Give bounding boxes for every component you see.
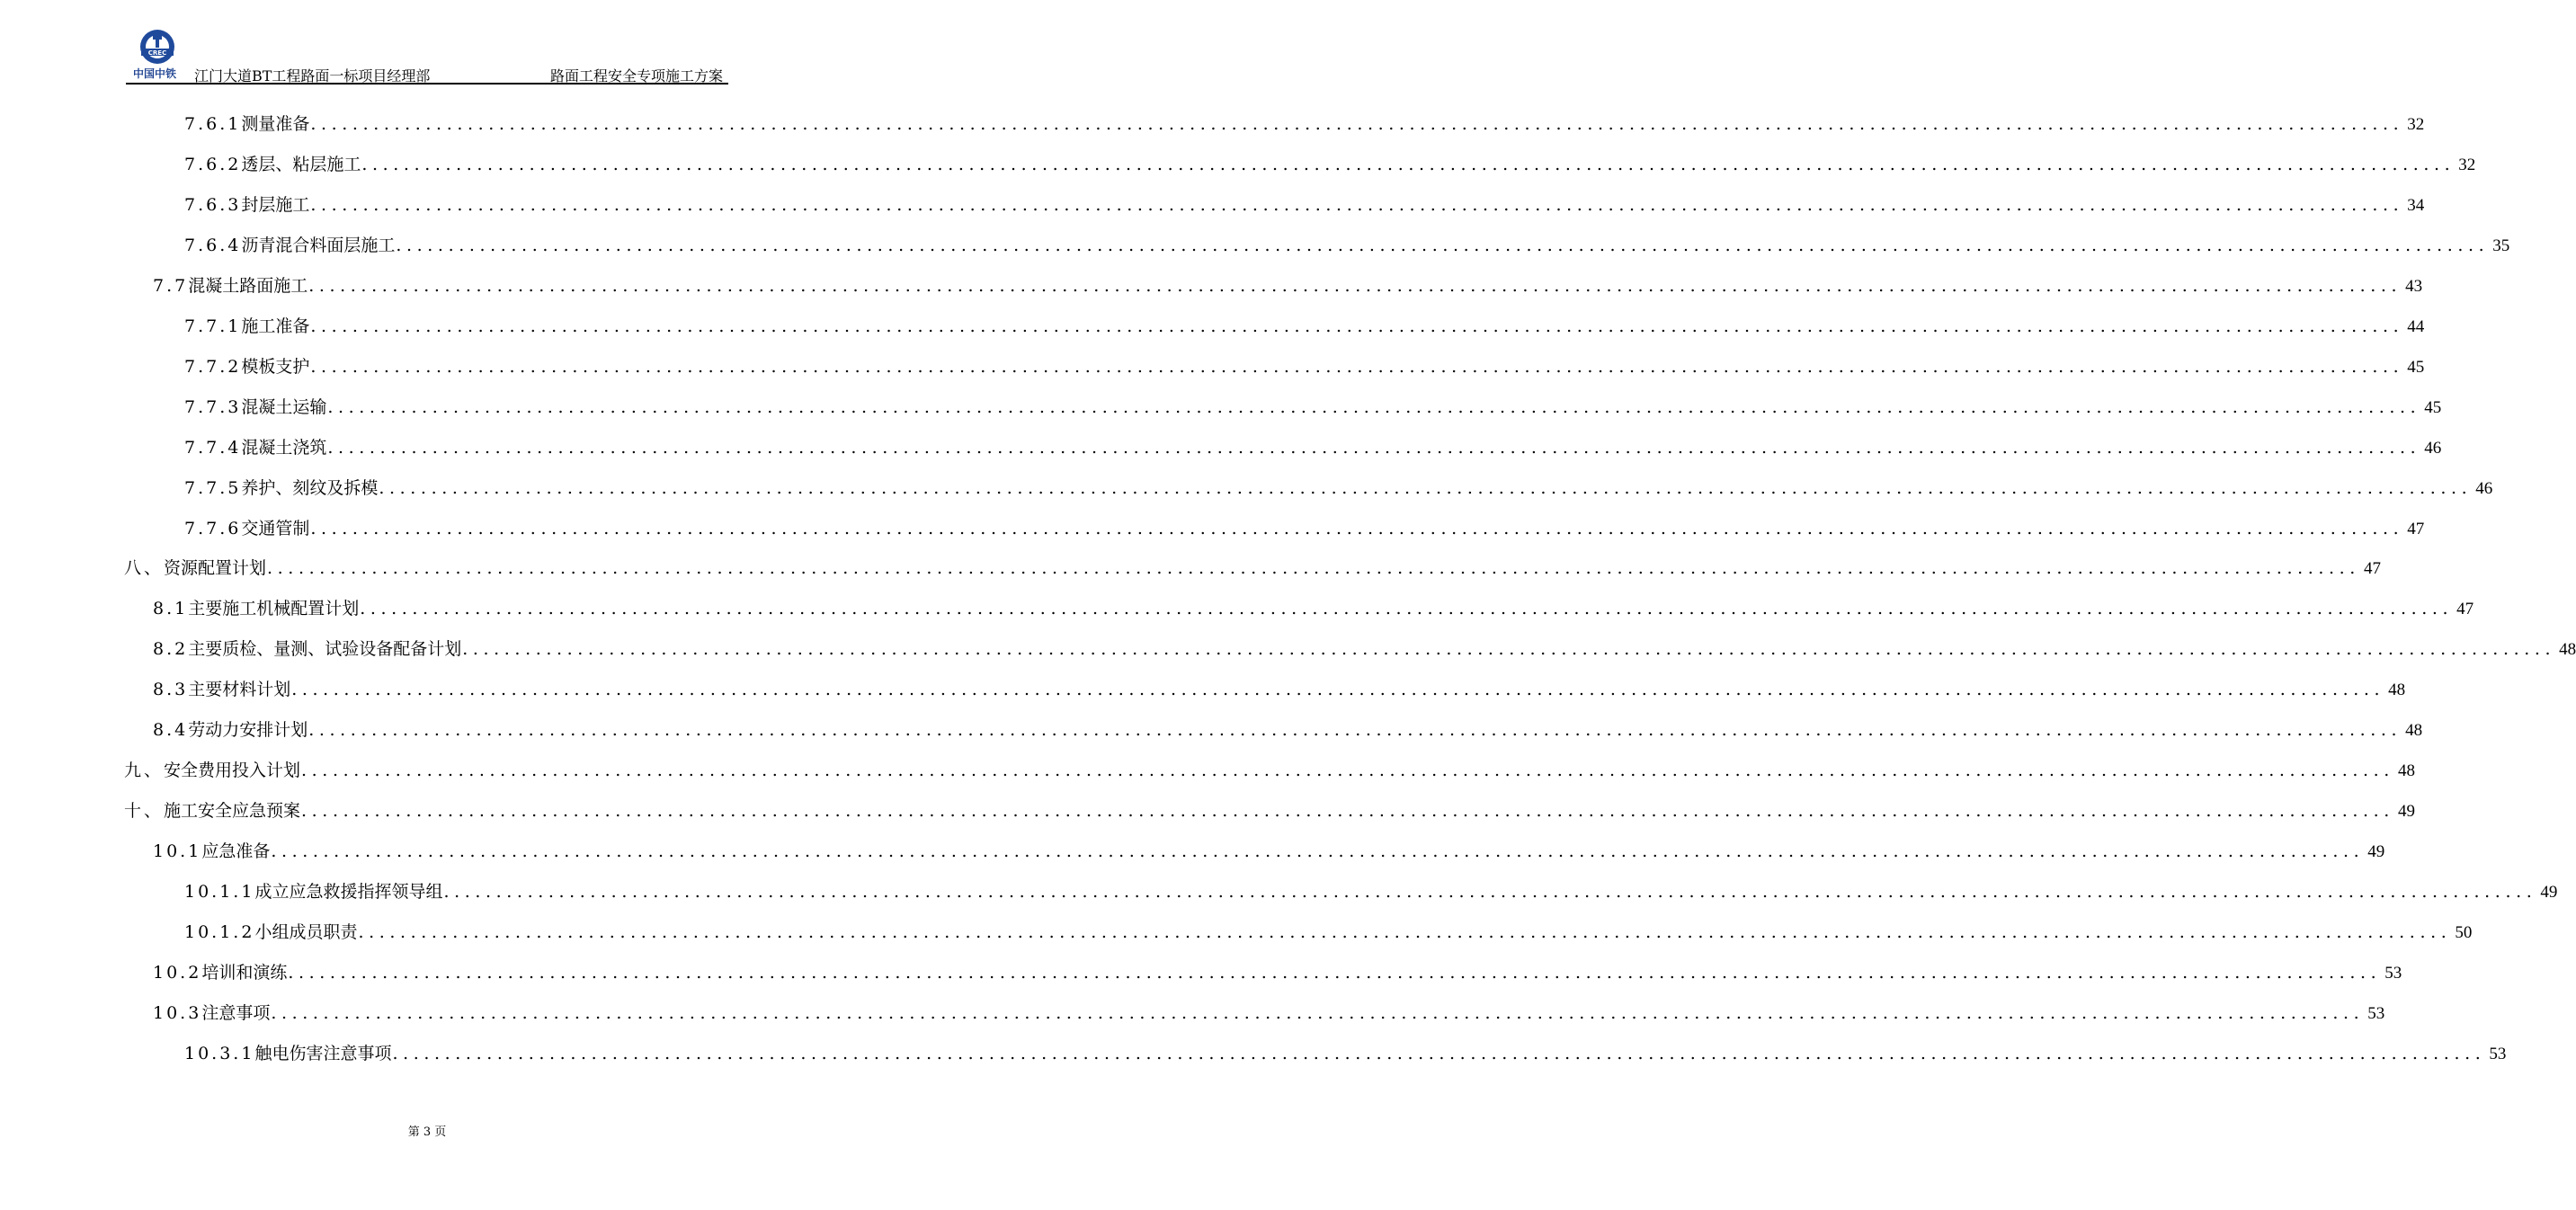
toc-dot-leader: ........................................................................................................................................................................................................ [267,558,2360,578]
toc-entry-title: 施工准备 [241,316,310,336]
toc-dot-leader: ........................................................................................................................................................................................................ [310,519,2404,538]
toc-entry[interactable] [124,796,2415,825]
header-document-title: 路面工程安全专项施工方案 [549,67,723,85]
toc-entry-page-number: 48 [2559,640,2576,659]
toc-entry-number: 8.2 [153,639,189,659]
toc-dot-leader: ........................................................................................................................................................................................................ [327,438,2421,458]
toc-entry-page-number: 47 [2456,600,2474,618]
toc-entry-title: 劳动力安排计划 [188,720,308,740]
toc-entry-title: 小组成员职责 [254,922,358,942]
toc-dot-leader: ........................................................................................................................................................................................................ [308,276,2402,296]
toc-dot-leader: ........................................................................................................................................................................................................ [308,720,2402,740]
toc-entry-number: 10.3 [153,1003,202,1023]
toc-entry-number: 九、 [124,761,165,780]
toc-dot-leader: ........................................................................................................................................................................................................ [396,236,2490,255]
toc-dot-leader: ........................................................................................................................................................................................................ [310,195,2404,215]
toc-entry-page-number: 48 [2388,681,2406,699]
toc-entry-page-number: 53 [2367,1004,2385,1023]
toc-entry-page-number: 48 [2397,761,2415,780]
toc-entry-number: 8.4 [153,720,189,740]
header-project-name: 江门大道BT工程路面一标项目经理部 [194,67,431,85]
toc-entry-number: 10.1.2 [184,922,255,942]
toc-entry-page-number: 46 [2475,479,2493,498]
toc-dot-leader: ........................................................................................................................................................................................................ [310,316,2404,336]
toc-entry[interactable] [184,110,2425,138]
toc-entry[interactable] [184,231,2510,260]
toc-entry-title: 触电伤害注意事项 [254,1044,392,1063]
toc-entry-page-number: 49 [2540,883,2558,902]
toc-entry-title: 主要施工机械配置计划 [188,599,360,618]
toc-dot-leader: ........................................................................................................................................................................................................ [288,963,2382,983]
toc-entry-title: 混凝土运输 [241,397,327,417]
toc-entry-title: 主要质检、量测、试验设备配备计划 [188,639,462,659]
toc-entry-number: 7.7 [153,276,189,296]
toc-entry[interactable] [184,352,2425,381]
toc-entry-page-number: 48 [2405,721,2423,740]
toc-dot-leader: ........................................................................................................................................................................................................ [358,922,2452,942]
toc-entry[interactable] [153,675,2406,704]
logo-text: 中国中铁 [133,67,177,80]
toc-entry[interactable] [184,433,2442,462]
toc-entry-number: 8.1 [153,599,189,618]
toc-entry-page-number: 35 [2492,236,2510,255]
toc-entry[interactable] [184,191,2425,219]
toc-dot-leader: ........................................................................................................................................................................................................ [271,841,2365,861]
toc-dot-leader: ........................................................................................................................................................................................................ [310,114,2404,134]
toc-entry-page-number: 47 [2363,559,2381,578]
toc-entry-title: 施工安全应急预案 [164,801,301,821]
page-header [124,25,728,85]
toc-dot-leader: ........................................................................................................................................................................................................ [310,357,2404,377]
toc-entry[interactable] [153,635,2576,663]
toc-entry-page-number: 45 [2407,358,2425,377]
toc-entry-title: 安全费用投入计划 [164,761,301,780]
toc-entry-title: 混凝土浇筑 [241,438,327,458]
toc-dot-leader: ........................................................................................................................................................................................................ [392,1044,2486,1063]
toc-entry-number: 7.7.6 [184,519,242,538]
page-footer: 第 3 页 [407,1125,447,1139]
toc-entry-title: 培训和演练 [201,963,288,983]
toc-entry-number: 10.1.1 [184,882,255,902]
toc-entry-title: 混凝土路面施工 [188,276,308,296]
toc-entry[interactable] [124,756,2415,785]
toc-dot-leader: ........................................................................................................................................................................................................ [360,599,2454,618]
toc-entry-title: 透层、粘层施工 [241,155,361,174]
toc-entry[interactable] [153,837,2385,866]
toc-entry[interactable] [153,594,2474,623]
toc-entry-number: 7.7.4 [184,438,242,458]
toc-dot-leader: ........................................................................................................................................................................................................ [361,155,2456,174]
crec-logo-icon [126,27,185,67]
toc-entry-title: 测量准备 [241,114,310,134]
toc-entry-title: 主要材料计划 [188,680,291,699]
toc-entry-title: 资源配置计划 [164,558,267,578]
toc-entry-number: 8.3 [153,680,189,699]
toc-entry[interactable] [184,877,2558,906]
toc-entry[interactable] [153,999,2385,1028]
toc-entry[interactable] [184,918,2473,947]
toc-entry-number: 7.7.1 [184,316,242,336]
toc-dot-leader: ........................................................................................................................................................................................................ [301,761,2394,780]
toc-entry-page-number: 43 [2405,277,2423,296]
toc-entry-page-number: 47 [2407,520,2425,538]
toc-entry-number: 7.7.3 [184,397,242,417]
toc-dot-leader: ........................................................................................................................................................................................................ [327,397,2421,417]
toc-entry-page-number: 45 [2424,398,2442,417]
toc-entry-page-number: 50 [2455,923,2473,942]
toc-entry-page-number: 32 [2458,156,2476,174]
toc-entry[interactable] [184,474,2493,503]
toc-dot-leader: ........................................................................................................................................................................................................ [301,801,2394,821]
svg-text:CREC: CREC [147,49,167,57]
toc-entry-number: 10.2 [153,963,202,983]
toc-entry[interactable] [184,1039,2507,1068]
toc-entry-number: 八、 [124,558,165,578]
toc-entry[interactable] [124,554,2381,583]
toc-entry-page-number: 46 [2424,439,2442,458]
toc-entry[interactable] [184,312,2425,341]
toc-entry-number: 7.6.4 [184,236,242,255]
toc-entry-number: 7.7.2 [184,357,242,377]
toc-entry[interactable] [153,716,2423,744]
toc-entry-page-number: 49 [2397,802,2415,821]
toc-entry-number: 十、 [124,801,165,821]
toc-entry-title: 养护、刻纹及拆模 [241,478,379,498]
toc-entry-page-number: 53 [2384,964,2402,983]
header-divider [126,83,728,85]
toc-entry[interactable] [184,393,2442,422]
toc-entry[interactable] [184,514,2425,543]
toc-entry-page-number: 32 [2407,115,2425,134]
toc-dot-leader: ........................................................................................................................................................................................................ [291,680,2385,699]
toc-entry[interactable] [153,271,2423,300]
toc-entry-number: 7.6.3 [184,195,242,215]
toc-entry[interactable] [153,958,2402,987]
toc-dot-leader: ........................................................................................................................................................................................................ [443,882,2537,902]
toc-entry-number: 10.1 [153,841,202,861]
toc-dot-leader: ........................................................................................................................................................................................................ [379,478,2473,498]
toc-entry-title: 成立应急救援指挥领导组 [254,882,443,902]
company-logo [126,27,185,83]
toc-entry-title: 沥青混合料面层施工 [241,236,396,255]
toc-entry[interactable] [184,150,2476,179]
toc-entry-title: 模板支护 [241,357,310,377]
toc-entry-number: 7.6.1 [184,114,242,134]
toc-dot-leader: ........................................................................................................................................................................................................ [271,1003,2365,1023]
toc-entry-page-number: 53 [2489,1045,2507,1063]
toc-entry-page-number: 49 [2367,842,2385,861]
toc-entry-number: 10.3.1 [184,1044,255,1063]
toc-entry-title: 注意事项 [201,1003,271,1023]
toc-entry-page-number: 34 [2407,196,2425,215]
toc-entry-number: 7.7.5 [184,478,242,498]
toc-dot-leader: ........................................................................................................................................................................................................ [462,639,2556,659]
toc-entry-title: 应急准备 [201,841,271,861]
toc-entry-title: 交通管制 [241,519,310,538]
toc-entry-page-number: 44 [2407,317,2425,336]
toc-entry-number: 7.6.2 [184,155,242,174]
toc-entry-title: 封层施工 [241,195,310,215]
